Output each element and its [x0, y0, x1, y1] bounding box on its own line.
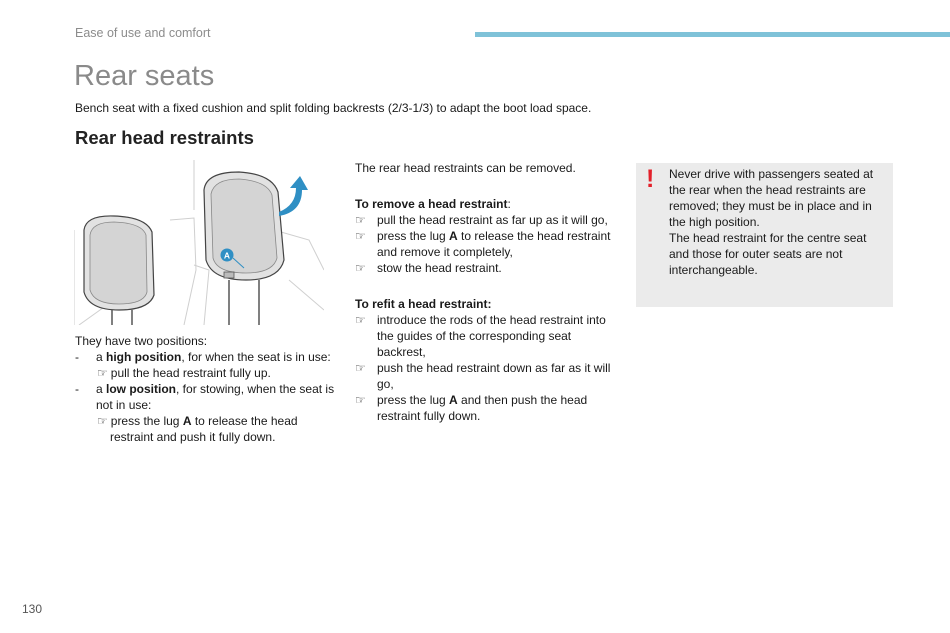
removal-block [355, 160, 620, 424]
accent-bar [475, 32, 950, 37]
warning-box [636, 163, 893, 307]
refit-step-2: push the head restraint down as far as it will go, [377, 361, 611, 391]
section-heading: Rear head restraints [75, 127, 254, 148]
refit-step [355, 312, 620, 360]
hand-pointer-icon: ☞ [355, 393, 366, 407]
refit-step-3-post: and then push the head restraint fully down. [377, 393, 588, 423]
positions-block [75, 333, 337, 445]
warning-paragraph-1: Never drive with passengers seated at the rear when the head restraints are removed; they must be in place and in the high position. [669, 167, 874, 229]
remove-step-3: stow the head restraint. [377, 261, 502, 275]
refit-step-3-bold: A [449, 393, 458, 407]
remove-step-2-bold: A [449, 229, 458, 243]
page-intro: Bench seat with a fixed cushion and split folding backrests (2/3-1/3) to adapt the boot load space. [75, 101, 592, 115]
page-title: Rear seats [74, 60, 215, 92]
remove-step [355, 228, 620, 260]
warning-icon: ! [646, 165, 655, 193]
hand-pointer-icon: ☞ [355, 361, 366, 375]
dash-marker: - [75, 350, 79, 364]
remove-step-2-post: to release the head restraint and remove it completely, [377, 229, 611, 259]
low-step-post: to release the head restraint and push it fully down. [110, 414, 298, 444]
warning-text [669, 166, 887, 278]
hand-pointer-icon: ☞ [97, 366, 108, 380]
head-restraint-high [204, 172, 284, 325]
hand-pointer-icon: ☞ [355, 229, 366, 243]
remove-heading [355, 196, 620, 212]
remove-heading-colon: : [507, 197, 511, 211]
head-restraint-low [84, 216, 154, 325]
high-pre: a [96, 350, 107, 364]
warning-paragraph-2: The head restraint for the centre seat and those for outer seats are not interchangeable. [669, 231, 867, 277]
list-item-high [75, 349, 337, 365]
refit-step [355, 392, 620, 424]
hand-pointer-icon: ☞ [355, 313, 366, 327]
high-post: , for when the seat is in use: [181, 350, 331, 364]
list-step-high [75, 365, 337, 381]
high-bold: high position [106, 350, 182, 364]
lift-arrow-icon [279, 176, 308, 216]
remove-step [355, 260, 620, 276]
remove-step-2-pre: press the lug [377, 229, 450, 243]
refit-step-3-pre: press the lug [377, 393, 450, 407]
hand-pointer-icon: ☞ [97, 414, 108, 428]
low-post: , for stowing, when the seat is not in use: [96, 382, 335, 412]
page-number: 130 [22, 602, 43, 616]
low-step-pre: press the lug [110, 414, 183, 428]
high-step: pull the head restraint fully up. [110, 366, 271, 380]
low-pre: a [96, 382, 107, 396]
hand-pointer-icon: ☞ [355, 261, 366, 275]
section-label: Ease of use and comfort [75, 26, 211, 40]
remove-heading-text: To remove a head restraint [355, 197, 508, 211]
low-bold: low position [106, 382, 177, 396]
refit-heading: To refit a head restraint: [355, 297, 492, 311]
head-restraint-illustration [74, 160, 324, 325]
refit-step [355, 360, 620, 392]
low-step-bold: A [182, 414, 192, 428]
hand-pointer-icon: ☞ [355, 213, 366, 227]
removal-intro: The rear head restraints can be removed. [355, 161, 576, 175]
refit-step-1: introduce the rods of the head restraint into the guides of the corresponding seat backrest, [377, 313, 606, 359]
list-step-low [75, 413, 337, 445]
positions-intro: They have two positions: [75, 334, 208, 348]
marker-a-label: A [223, 250, 231, 261]
dash-marker: - [75, 382, 79, 396]
remove-step [355, 212, 620, 228]
list-item-low [75, 381, 337, 413]
remove-step-1: pull the head restraint as far up as it will go, [377, 213, 608, 227]
